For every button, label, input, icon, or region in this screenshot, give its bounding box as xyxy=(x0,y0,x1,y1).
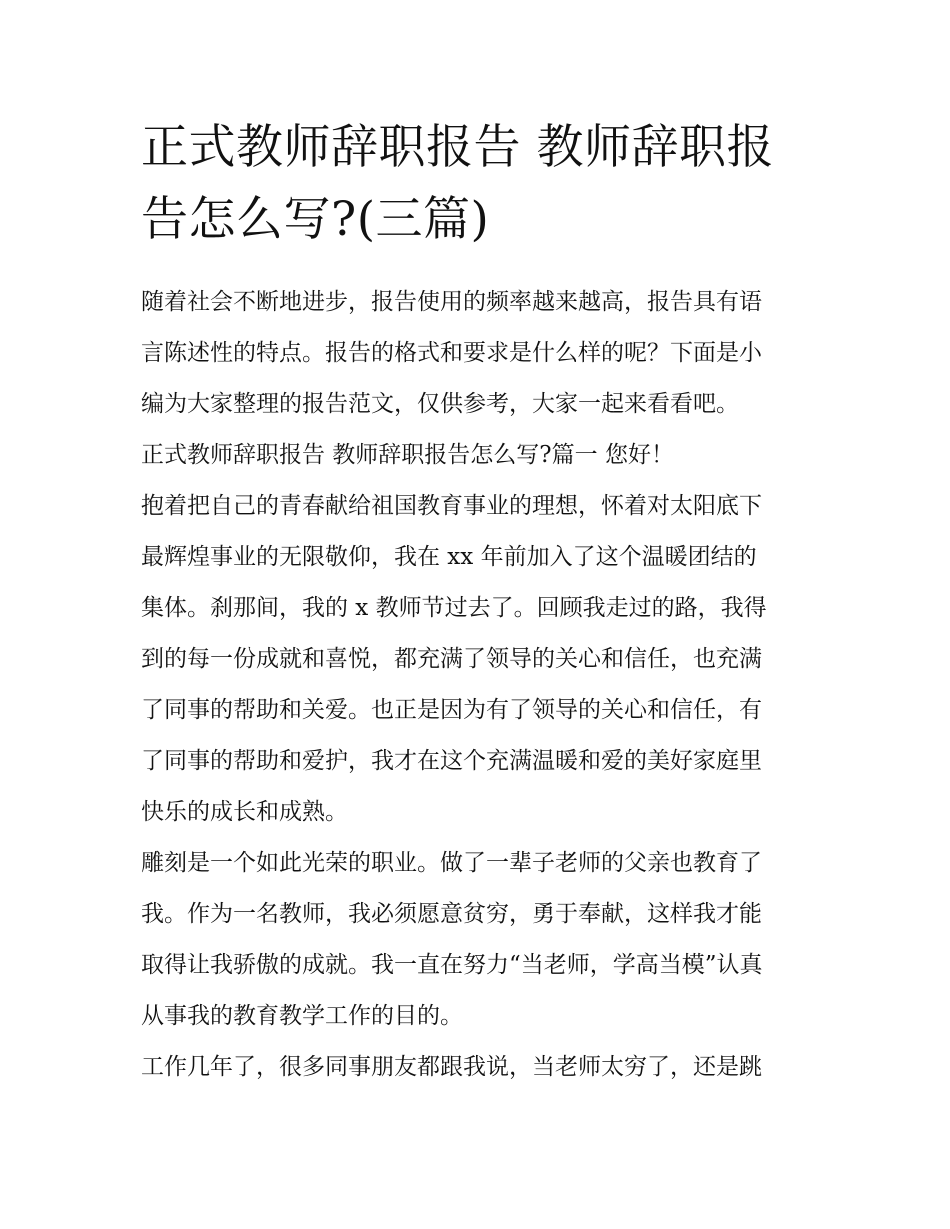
paragraph-line: 取得让我骄傲的成就。我一直在努力“当老师，学高当模”认真 xyxy=(141,952,763,978)
paragraph-line: 了同事的帮助和爱护，我才在这个充满温暖和爱的美好家庭里 xyxy=(141,748,762,774)
paragraph-line: 我。作为一名教师，我必须愿意贫穷，勇于奉献，这样我才能 xyxy=(141,901,762,927)
intro-line: 随着社会不断地进步，报告使用的频率越来越高，报告具有语 xyxy=(141,289,762,315)
intro-line: 言陈述性的特点。报告的格式和要求是什么样的呢？下面是小 xyxy=(141,340,762,366)
document-title xyxy=(141,112,821,256)
paragraph-line: 工作几年了，很多同事朋友都跟我说，当老师太穷了，还是跳 xyxy=(141,1054,762,1080)
intro-line: 编为大家整理的报告范文，仅供参考，大家一起来看看吧。 xyxy=(141,391,739,417)
paragraph-line: 雕刻是一个如此光荣的职业。做了一辈子老师的父亲也教育了 xyxy=(141,850,762,876)
title-line-2: 告怎么写?(三篇) xyxy=(141,192,490,247)
paragraph-line: 最辉煌事业的无限敬仰，我在 xx 年前加入了这个温暖团结的 xyxy=(141,544,757,570)
paragraph-line: 了同事的帮助和关爱。也正是因为有了领导的关心和信任，有 xyxy=(141,697,762,723)
paragraph-line: 集体。刹那间，我的 x 教师节过去了。回顾我走过的路，我得 xyxy=(141,595,767,621)
paragraph-line: 快乐的成长和成熟。 xyxy=(141,799,348,825)
paragraph-line: 到的每一份成就和喜悦，都充满了领导的关心和信任，也充满 xyxy=(141,646,762,672)
section-heading: 正式教师辞职报告 教师辞职报告怎么写?篇一 您好！ xyxy=(141,442,674,468)
title-line-1: 正式教师辞职报告 教师辞职报 xyxy=(141,120,774,175)
paragraph-line: 抱着把自己的青春献给祖国教育事业的理想，怀着对太阳底下 xyxy=(141,493,762,519)
paragraph-line: 从事我的教育教学工作的目的。 xyxy=(141,1003,463,1029)
